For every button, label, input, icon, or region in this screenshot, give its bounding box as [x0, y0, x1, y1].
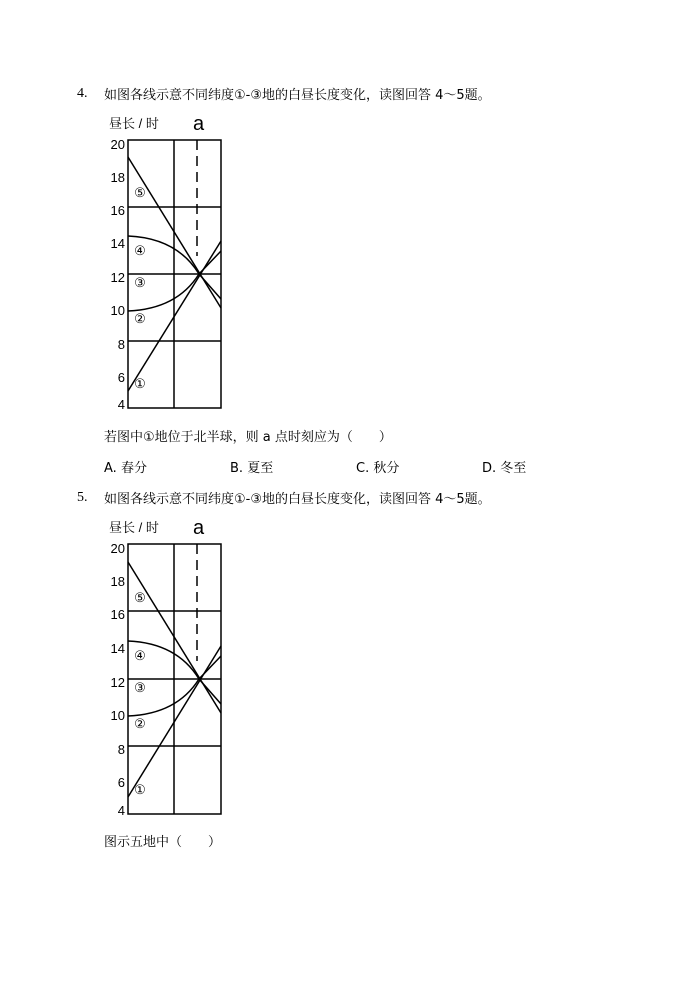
y-axis-label: 昼长 / 时: [109, 116, 159, 131]
y-tick: 18: [110, 574, 125, 589]
option-c[interactable]: [356, 457, 399, 476]
y-ticks: [111, 541, 125, 817]
y-tick: 16: [110, 607, 125, 622]
y-tick: 18: [110, 170, 125, 185]
y-axis-label: 昼长 / 时: [109, 520, 159, 535]
y-ticks: [111, 137, 125, 412]
y-tick: 4: [117, 397, 125, 412]
option-key: B.: [230, 461, 244, 476]
line-label-3: ③: [134, 275, 146, 290]
day-length-figure: [95, 512, 235, 817]
question-stem: 如图各线示意不同纬度①-③地的白昼长度变化，读图回答 4～5题。: [104, 492, 491, 507]
sub-question: 若图中①地位于北半球，则 a 点时刻应为（ ）: [104, 430, 392, 445]
y-tick: 10: [110, 303, 125, 318]
option-key: A.: [104, 461, 117, 476]
y-tick: 6: [117, 370, 125, 385]
option-b[interactable]: [230, 457, 273, 476]
question-number: 5.: [77, 490, 88, 505]
point-label-a: a: [193, 113, 205, 135]
option-a[interactable]: [104, 457, 147, 476]
y-tick: 12: [110, 675, 125, 690]
option-text: 夏至: [247, 461, 274, 476]
option-key: D.: [482, 461, 497, 476]
option-text: 秋分: [373, 461, 400, 476]
line-label-3: ③: [134, 680, 146, 695]
y-tick: 4: [117, 803, 125, 817]
line-label-1: ①: [134, 376, 146, 391]
y-tick: 16: [110, 203, 125, 218]
y-tick: 14: [110, 236, 125, 251]
y-tick: 8: [117, 742, 125, 757]
y-tick: 14: [110, 641, 125, 656]
option-key: C.: [356, 461, 370, 476]
line-label-4: ④: [134, 243, 146, 258]
y-tick: 6: [117, 775, 125, 790]
option-d[interactable]: [482, 457, 526, 476]
option-text: 春分: [120, 461, 147, 476]
question-stem: 如图各线示意不同纬度①-③地的白昼长度变化，读图回答 4～5题。: [104, 88, 491, 103]
line-label-2: ②: [134, 716, 146, 731]
line-label-2: ②: [134, 311, 146, 326]
y-tick: 10: [110, 708, 125, 723]
line-label-4: ④: [134, 648, 146, 663]
sub-question: 图示五地中（ ）: [104, 835, 222, 850]
question-number: 4.: [77, 86, 88, 101]
y-tick: 12: [110, 270, 125, 285]
line-label-5: ⑤: [134, 590, 146, 605]
line-labels: [134, 185, 146, 391]
y-tick: 8: [117, 337, 125, 352]
point-label-a: a: [193, 517, 205, 539]
line-label-1: ①: [134, 782, 146, 797]
line-label-5: ⑤: [134, 185, 146, 200]
y-tick: 20: [110, 137, 125, 152]
line-labels: [134, 590, 146, 797]
day-length-figure: [95, 108, 235, 413]
option-text: 冬至: [500, 461, 527, 476]
y-tick: 20: [110, 541, 125, 556]
